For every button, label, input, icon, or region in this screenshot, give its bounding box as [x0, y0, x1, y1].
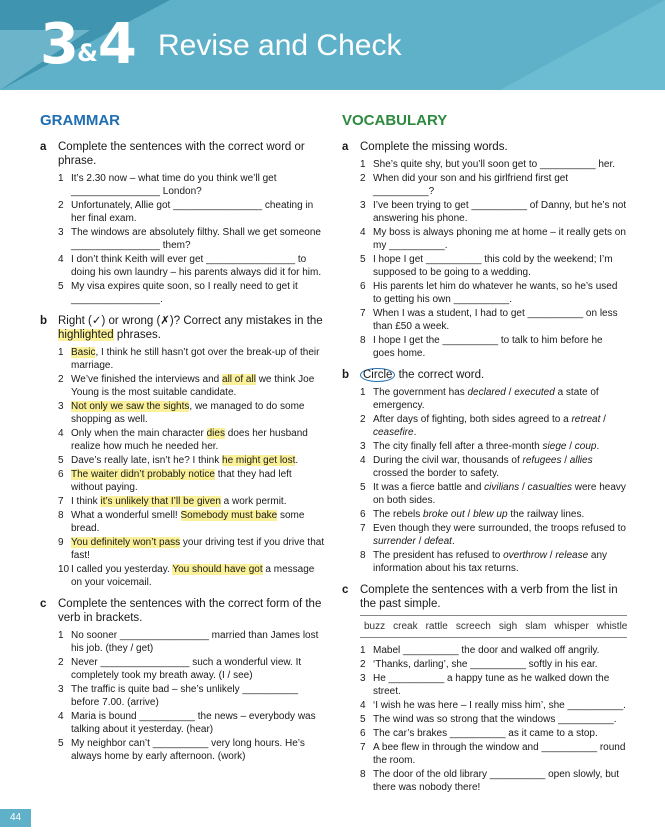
highlighted-phrase: Not only we saw the sights [71, 401, 190, 412]
item-number: 8 [58, 510, 64, 521]
item-text: The traffic is quite bad – she’s unlikely __________ before 7.00. (arrive) [71, 684, 299, 708]
option-separator: / [519, 482, 528, 493]
option-word: retreat [571, 414, 601, 425]
item-number: 6 [58, 469, 64, 480]
grammar-task-c [40, 597, 325, 625]
item-number: 3 [360, 441, 366, 452]
page-banner [0, 0, 665, 90]
word-list-item: rattle [425, 621, 448, 632]
grammar-a-list [40, 172, 325, 306]
item-text [373, 413, 627, 439]
highlighted-phrase: it’s unlikely that I’ll be given [100, 496, 221, 507]
exercise-item [360, 549, 627, 575]
option-word: allies [569, 455, 593, 466]
item-text [71, 536, 325, 562]
exercise-item [360, 768, 627, 794]
item-number: 5 [58, 738, 64, 749]
item-number: 2 [58, 200, 64, 211]
item-text [71, 454, 325, 467]
exercise-item [360, 386, 627, 412]
item-text: When I was a student, I had to get __________ on less than £50 a week. [373, 308, 618, 332]
item-number: 8 [360, 769, 366, 780]
instruction-highlight: highlighted [58, 329, 114, 341]
task-instruction: Complete the missing words. [360, 141, 508, 153]
exercise-item [58, 454, 325, 467]
item-number: 5 [360, 714, 366, 725]
task-instruction: Complete the sentences with the correct form of the verb in brackets. [58, 598, 322, 624]
item-text: A bee flew in through the window and __________ round the room. [373, 742, 626, 766]
grammar-task-b [40, 314, 325, 342]
word-list-box [360, 615, 627, 638]
item-number: 4 [58, 254, 64, 265]
item-number: 5 [360, 482, 366, 493]
item-number: 8 [360, 335, 366, 346]
item-text [71, 427, 325, 453]
task-instruction: Complete the sentences with the correct word or phrase. [58, 141, 305, 167]
item-text: I don’t think Keith will ever get ________________ to doing his own laundry – his parents always did it for him. [71, 254, 322, 278]
exercise-item [360, 481, 627, 507]
item-text-part: that they had left without paying. [71, 469, 292, 493]
grammar-c-list [40, 629, 325, 763]
item-text-part: a work permit. [220, 496, 287, 507]
item-number: 3 [360, 673, 366, 684]
item-text: The wind was so strong that the windows __________. [373, 714, 617, 725]
item-text: Maria is bound __________ the news – everybody was talking about it yesterday. (hear) [71, 711, 316, 735]
option-separator: / [561, 455, 570, 466]
instruction-part: the correct word. [395, 369, 485, 381]
item-text-part: a state of emergency. [373, 387, 599, 411]
exercise-item [58, 253, 325, 279]
instruction-part: phrases. [113, 329, 161, 341]
exercise-item [360, 199, 627, 225]
word-list-item: creak [393, 621, 418, 632]
exercise-item [58, 683, 325, 709]
vocabulary-c-list [342, 644, 627, 794]
item-text-part: does her husband realize how much he needed her. [71, 428, 308, 452]
item-text-part: Dave’s really late, isn’t he? I think [71, 455, 223, 466]
exercise-item [360, 307, 627, 333]
item-number: 3 [360, 200, 366, 211]
item-number: 4 [58, 711, 64, 722]
item-number: 1 [360, 387, 366, 398]
item-number: 3 [58, 227, 64, 238]
item-text-part: . [413, 427, 417, 438]
item-number: 2 [360, 414, 366, 425]
item-number: 1 [58, 630, 64, 641]
option-separator: / [546, 550, 556, 561]
highlighted-phrase: You definitely won’t pass [71, 537, 181, 548]
item-number: 4 [360, 700, 366, 711]
item-text-part: What a wonderful smell! [71, 510, 181, 521]
item-text-part: The president has refused to [373, 550, 504, 561]
item-text: Unfortunately, Allie got ________________ cheating in her final exam. [71, 200, 314, 224]
exercise-item [58, 280, 325, 306]
task-letter: b [40, 315, 48, 327]
item-text [71, 468, 325, 494]
item-text-part: we think Joe Young is the most suitable candidate. [71, 374, 315, 398]
highlighted-phrase: Somebody must bake [180, 510, 278, 521]
item-text [373, 508, 627, 521]
banner-decoration [500, 0, 665, 90]
item-text: My neighbor can’t __________ very long hours. He’s always home by early afternoon. (work) [71, 738, 305, 762]
item-text [71, 373, 325, 399]
item-text: The car’s brakes __________ as it came to a stop. [373, 728, 598, 739]
exercise-item [360, 280, 627, 306]
item-number: 5 [58, 281, 64, 292]
item-text: The windows are absolutely filthy. Shall we get someone ________________ them? [71, 227, 321, 251]
item-number: 2 [360, 659, 366, 670]
highlighted-phrase: Basic [71, 347, 96, 358]
item-text-part: The government has [373, 387, 468, 398]
item-text-part: were heavy on both sides. [373, 482, 626, 506]
item-number: 1 [360, 645, 366, 656]
item-text-part: The rebels [373, 509, 424, 520]
item-number: 6 [360, 281, 366, 292]
exercise-item [360, 672, 627, 698]
item-text: I hope I get __________ this cold by the weekend; I’m supposed to be going to a wedding. [373, 254, 613, 278]
item-text-part: crossed the border to safety. [373, 468, 499, 479]
option-word: coup [574, 441, 597, 452]
exercise-item [58, 536, 325, 562]
exercise-item [58, 199, 325, 225]
exercise-item [58, 737, 325, 763]
task-letter: c [40, 598, 47, 610]
item-text [71, 346, 325, 372]
item-text [373, 481, 627, 507]
option-word: surrender [373, 536, 416, 547]
exercise-item [360, 508, 627, 521]
item-number: 7 [58, 496, 64, 507]
item-text [71, 495, 325, 508]
option-word: executed [514, 387, 555, 398]
item-text-part: . [451, 536, 455, 547]
item-text: It’s 2.30 now – what time do you think we’ll get ________________ London? [71, 173, 277, 197]
unit-number: 3&4 [40, 12, 135, 77]
item-number: 4 [58, 428, 64, 439]
item-text: She’s quite shy, but you’ll soon get to __________ her. [373, 159, 616, 170]
exercise-item [58, 656, 325, 682]
item-text: My visa expires quite soon, so I really need to get it ________________. [71, 281, 298, 305]
item-text: ‘I wish he was here – I really miss him’, she __________. [373, 700, 626, 711]
vocabulary-b-list [342, 386, 627, 575]
item-number: 6 [360, 509, 366, 520]
item-number: 8 [360, 550, 366, 561]
item-text-part: It was a fierce battle and [373, 482, 485, 493]
item-text-part: During the civil war, thousands of [373, 455, 523, 466]
item-text: Never ________________ such a wonderful view. It completely took my breath away. (I / see) [71, 657, 302, 681]
word-list-item: screech [455, 621, 491, 632]
item-text: I’ve been trying to get __________ of Danny, but he’s not answering his phone. [373, 200, 627, 224]
item-number: 5 [58, 455, 64, 466]
option-word: broke out [423, 509, 465, 520]
item-text [373, 440, 627, 453]
exercise-item [360, 334, 627, 360]
exercise-item [360, 253, 627, 279]
item-text-part: your driving test if you drive that fast! [71, 537, 325, 561]
highlighted-phrase: he might get lost [222, 455, 296, 466]
option-separator: / [505, 387, 515, 398]
grammar-b-list [40, 346, 325, 589]
item-text [71, 563, 325, 589]
item-number: 2 [58, 374, 64, 385]
instruction-part: Right (✓) or wrong (✗)? Correct any mistakes in the [58, 315, 323, 327]
circled-word: Circle [360, 368, 395, 382]
item-number: 7 [360, 523, 366, 534]
vocabulary-heading: VOCABULARY [342, 112, 448, 129]
item-text-part: . [596, 441, 600, 452]
word-list-item: buzz [364, 621, 386, 632]
item-number: 7 [360, 742, 366, 753]
item-text-part: , I think he still hasn’t got over the break-up of their marriage. [71, 347, 320, 371]
option-separator: / [600, 414, 606, 425]
item-text [71, 509, 325, 535]
item-number: 4 [360, 455, 366, 466]
exercise-item [58, 346, 325, 372]
item-text: ‘Thanks, darling’, she __________ softly in his ear. [373, 659, 598, 670]
exercise-item [360, 226, 627, 252]
exercise-item [360, 440, 627, 453]
option-separator: / [566, 441, 575, 452]
exercise-item [360, 741, 627, 767]
highlighted-phrase: You should have got [172, 564, 263, 575]
option-word: defeat [424, 536, 452, 547]
item-number: 3 [58, 684, 64, 695]
exercise-item [58, 427, 325, 453]
item-text-part: Even though they were surrounded, the troops refused to [373, 523, 626, 534]
task-letter: a [342, 141, 349, 153]
item-text-part: the railway lines. [507, 509, 585, 520]
exercise-item [360, 413, 627, 439]
item-number: 9 [58, 537, 64, 548]
item-number: 1 [58, 347, 64, 358]
task-letter: a [40, 141, 47, 153]
task-instruction: Complete the sentences with a verb from the list in the past simple. [360, 584, 618, 610]
exercise-item [360, 172, 627, 198]
item-number: 4 [360, 227, 366, 238]
item-text: No sooner ________________ married than James lost his job. (they / get) [71, 630, 319, 654]
highlighted-phrase: dies [206, 428, 225, 439]
exercise-item [58, 468, 325, 494]
exercise-item [360, 644, 627, 657]
grammar-heading: GRAMMAR [40, 112, 120, 129]
exercise-item [58, 373, 325, 399]
item-text: His parents let him do whatever he wants, so he’s used to getting his own __________. [373, 281, 618, 305]
item-number: 1 [58, 173, 64, 184]
vocabulary-column [342, 112, 627, 802]
item-number: 6 [360, 728, 366, 739]
item-number: 2 [58, 657, 64, 668]
exercise-item [58, 400, 325, 426]
item-text [373, 549, 627, 575]
vocabulary-task-c [342, 583, 627, 611]
item-text [373, 522, 627, 548]
item-number: 10 [58, 564, 70, 575]
item-text-part: After days of fighting, both sides agreed to a [373, 414, 572, 425]
option-separator: / [415, 536, 425, 547]
option-word: ceasefire [373, 427, 414, 438]
item-text-part: . [295, 455, 299, 466]
word-list-item: sigh [498, 621, 518, 632]
vocabulary-task-a [342, 140, 627, 154]
task-letter: c [342, 584, 349, 596]
word-list-item: slam [525, 621, 547, 632]
item-text: The door of the old library __________ open slowly, but there was nobody there! [373, 769, 620, 793]
item-text-part: I called you yesterday. [71, 564, 173, 575]
item-text-part: We’ve finished the interviews and [71, 374, 223, 385]
task-letter: b [342, 369, 350, 381]
option-word: siege [542, 441, 567, 452]
item-text [373, 386, 627, 412]
item-text: Mabel __________ the door and walked off angrily. [373, 645, 600, 656]
exercise-item [58, 226, 325, 252]
option-separator: / [464, 509, 474, 520]
exercise-item [58, 710, 325, 736]
exercise-item [360, 727, 627, 740]
item-number: 5 [360, 254, 366, 265]
task-instruction [58, 314, 325, 342]
page-number: 44 [0, 809, 31, 827]
exercise-item [58, 563, 325, 589]
word-list-item: whistle [596, 621, 628, 632]
item-text-part: a message on your voicemail. [71, 564, 315, 588]
exercise-item [58, 172, 325, 198]
item-text: He __________ a happy tune as he walked down the street. [373, 673, 610, 697]
exercise-item [360, 522, 627, 548]
item-text: My boss is always phoning me at home – it really gets on my __________. [373, 227, 626, 251]
option-word: release [555, 550, 589, 561]
item-number: 2 [360, 173, 366, 184]
item-text-part: I think [71, 496, 101, 507]
item-text-part: any information about his tax returns. [373, 550, 608, 574]
exercise-item [360, 158, 627, 171]
option-word: casualties [527, 482, 572, 493]
item-text-part: some bread. [71, 510, 305, 534]
item-text: I hope I get the __________ to talk to him before he goes home. [373, 335, 603, 359]
item-text: When did your son and his girlfriend first get __________? [373, 173, 569, 197]
item-text-part: The city finally fell after a three-month [373, 441, 543, 452]
exercise-item [58, 495, 325, 508]
item-text [373, 454, 627, 480]
item-text [71, 400, 325, 426]
item-number: 1 [360, 159, 366, 170]
exercise-item [360, 454, 627, 480]
grammar-column [40, 112, 325, 771]
item-number: 3 [58, 401, 64, 412]
exercise-item [58, 509, 325, 535]
word-list-item: whisper [554, 621, 589, 632]
option-word: civilians [484, 482, 520, 493]
exercise-item [360, 713, 627, 726]
option-word: blew up [473, 509, 508, 520]
exercise-item [360, 699, 627, 712]
task-instruction [360, 368, 627, 382]
item-text-part: Only when the main character [71, 428, 207, 439]
page-title: Revise and Check [158, 29, 402, 62]
item-number: 7 [360, 308, 366, 319]
highlighted-phrase: all of all [222, 374, 256, 385]
option-word: declared [467, 387, 506, 398]
vocabulary-a-list [342, 158, 627, 360]
option-word: overthrow [503, 550, 547, 561]
option-word: refugees [522, 455, 562, 466]
item-text-part: , we managed to do some shopping as well. [71, 401, 305, 425]
exercise-item [58, 629, 325, 655]
vocabulary-task-b [342, 368, 627, 382]
grammar-task-a [40, 140, 325, 168]
highlighted-phrase: The waiter didn’t probably notice [71, 469, 215, 480]
exercise-item [360, 658, 627, 671]
